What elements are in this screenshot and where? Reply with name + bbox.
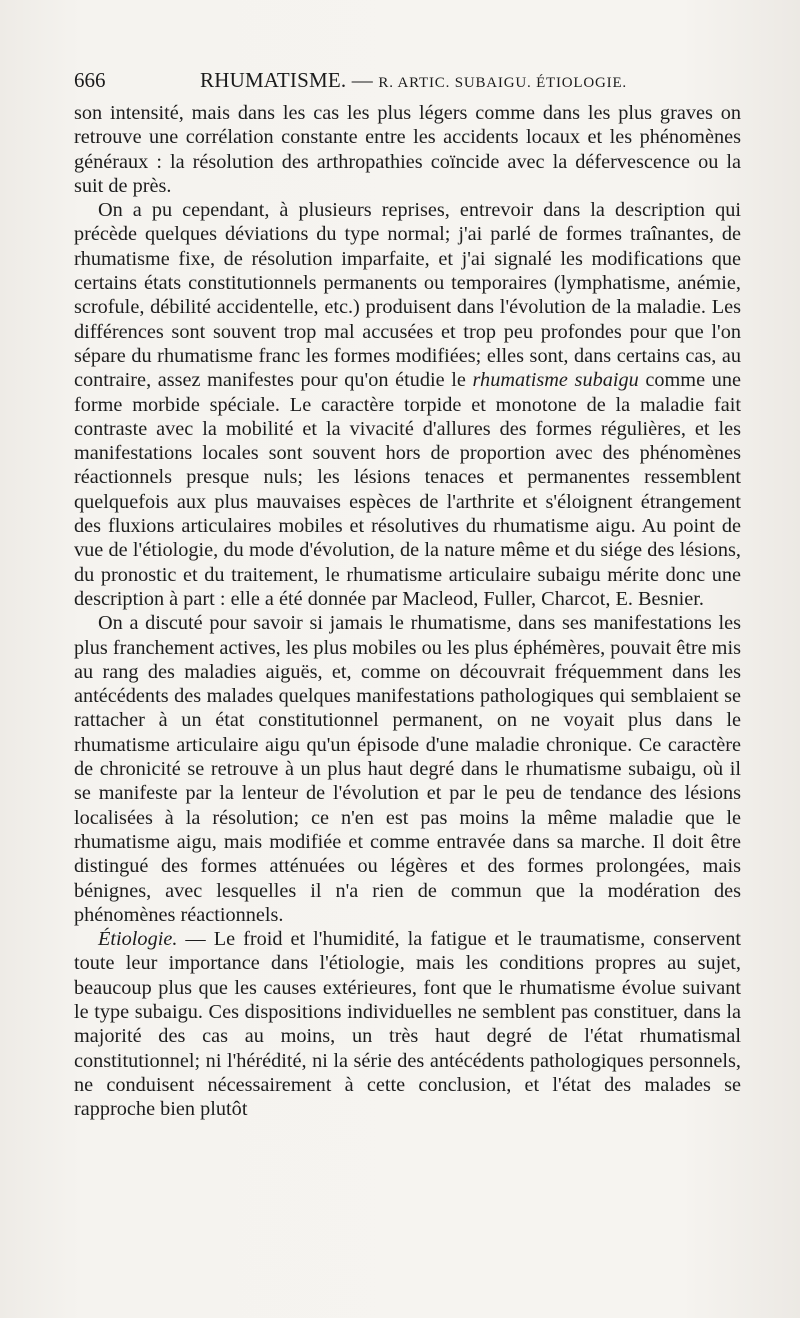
running-head (200, 68, 627, 93)
page-header (74, 68, 742, 96)
running-subtitle: R. ARTIC. SUBAIGU. ÉTIOLOGIE. (378, 75, 627, 91)
section-heading: Étiologie. (98, 928, 178, 951)
paragraph-subacute-rheumatism (74, 198, 741, 611)
paragraph-text: comme une forme morbide spéciale. Le caractère torpide et monotone de la maladie fait contraste avec la mobilité et la vivacité d'allures des formes régulières, et les manifestations locales sont souvent hors de proportion avec des phénomènes réactionnels presque nuls; les lésions tenaces et permanentes ressemblent quelquefois aux plus mauvaises espèces de l'arthrite et s'éloignent étrangement des fluxions articulaires mobiles et résolutives du rhumatisme aigu. Au point de vue de l'étiologie, du mode d'évolution, de la nature même et du siége des lésions, du pronostic et du traitement, le rhumatisme articulaire subaigu mérite donc une description à part : elle a été donnée par Macleod, Fuller, Charcot, E. Besnier. (74, 369, 741, 610)
paragraph-text: On a pu cependant, à plusieurs reprises, entrevoir dans la description qui précède quelques déviations du type normal; j'ai parlé de formes traînantes, de rhumatisme fixe, de résolution imparfaite, et j'ai signalé les modifications que certains états constitutionnels permanents ou temporaires (lymphatisme, anémie, scrofule, débilité accidentelle, etc.) produisent dans l'évolution de la maladie. Les différences sont souvent trop mal accusées et trop peu profondes pour que l'on sépare du rhumatisme franc les formes modifiées; elles sont, dans certains cas, au contraire, assez manifestes pour qu'on étudie le (74, 199, 741, 392)
page-number: 666 (74, 68, 106, 92)
paragraph-continuation: son intensité, mais dans les cas les plus légers comme dans les plus graves on retrouve une corrélation constante entre les accidents locaux et les phénomènes généraux : la résolution des arthropathies coïncide avec la défervescence ou la suit de près. (74, 102, 741, 197)
paragraph-text: — Le froid et l'humidité, la fatigue et le traumatisme, conservent toute leur importance dans l'étiologie, mais les conditions propres au sujet, beaucoup plus que les causes extérieures, font que le rhumatisme évolue suivant le type subaigu. Ces dispositions individuelles ne semblent pas constituer, dans la majorité des cas au moins, un très haut degré de l'état rhumatismal constitutionnel; ni l'hérédité, ni la série des antécédents pathologiques personnels, ne conduisent nécessairement à cette conclusion, et l'état des malades se rapproche bien plutôt (74, 928, 741, 1121)
running-dash: — (346, 68, 379, 92)
paragraph-etiology (74, 927, 741, 1121)
body-text (74, 101, 741, 1121)
running-title: RHUMATISME. (200, 68, 347, 92)
paragraph-chronicity: On a discuté pour savoir si jamais le rhumatisme, dans ses manifestations les plus franchement actives, les plus mobiles ou les plus éphémères, pouvait être mis au rang des maladies aiguës, et, comme on découvrait fréquemment dans les antécédents des malades quelques manifestations pathologiques qui semblaient se rattacher à un état constitutionnel permanent, on ne voyait plus dans le rhumatisme articulaire aigu qu'un épisode d'une maladie chronique. Ce caractère de chronicité se retrouve à un plus haut degré dans le rhumatisme subaigu, où il se manifeste par la lenteur de l'évolution et par le peu de tendance des lésions localisées à la résolution; ce n'en est pas moins la même maladie que le rhumatisme aigu, mais modifiée et comme entravée dans sa marche. Il doit être distingué des formes atténuées ou légères et des formes prolongées, mais bénignes, avec lesquelles il n'a rien de commun que la modération des phénomènes réactionnels. (74, 612, 741, 926)
emphasized-term: rhumatisme subaigu (472, 369, 639, 392)
